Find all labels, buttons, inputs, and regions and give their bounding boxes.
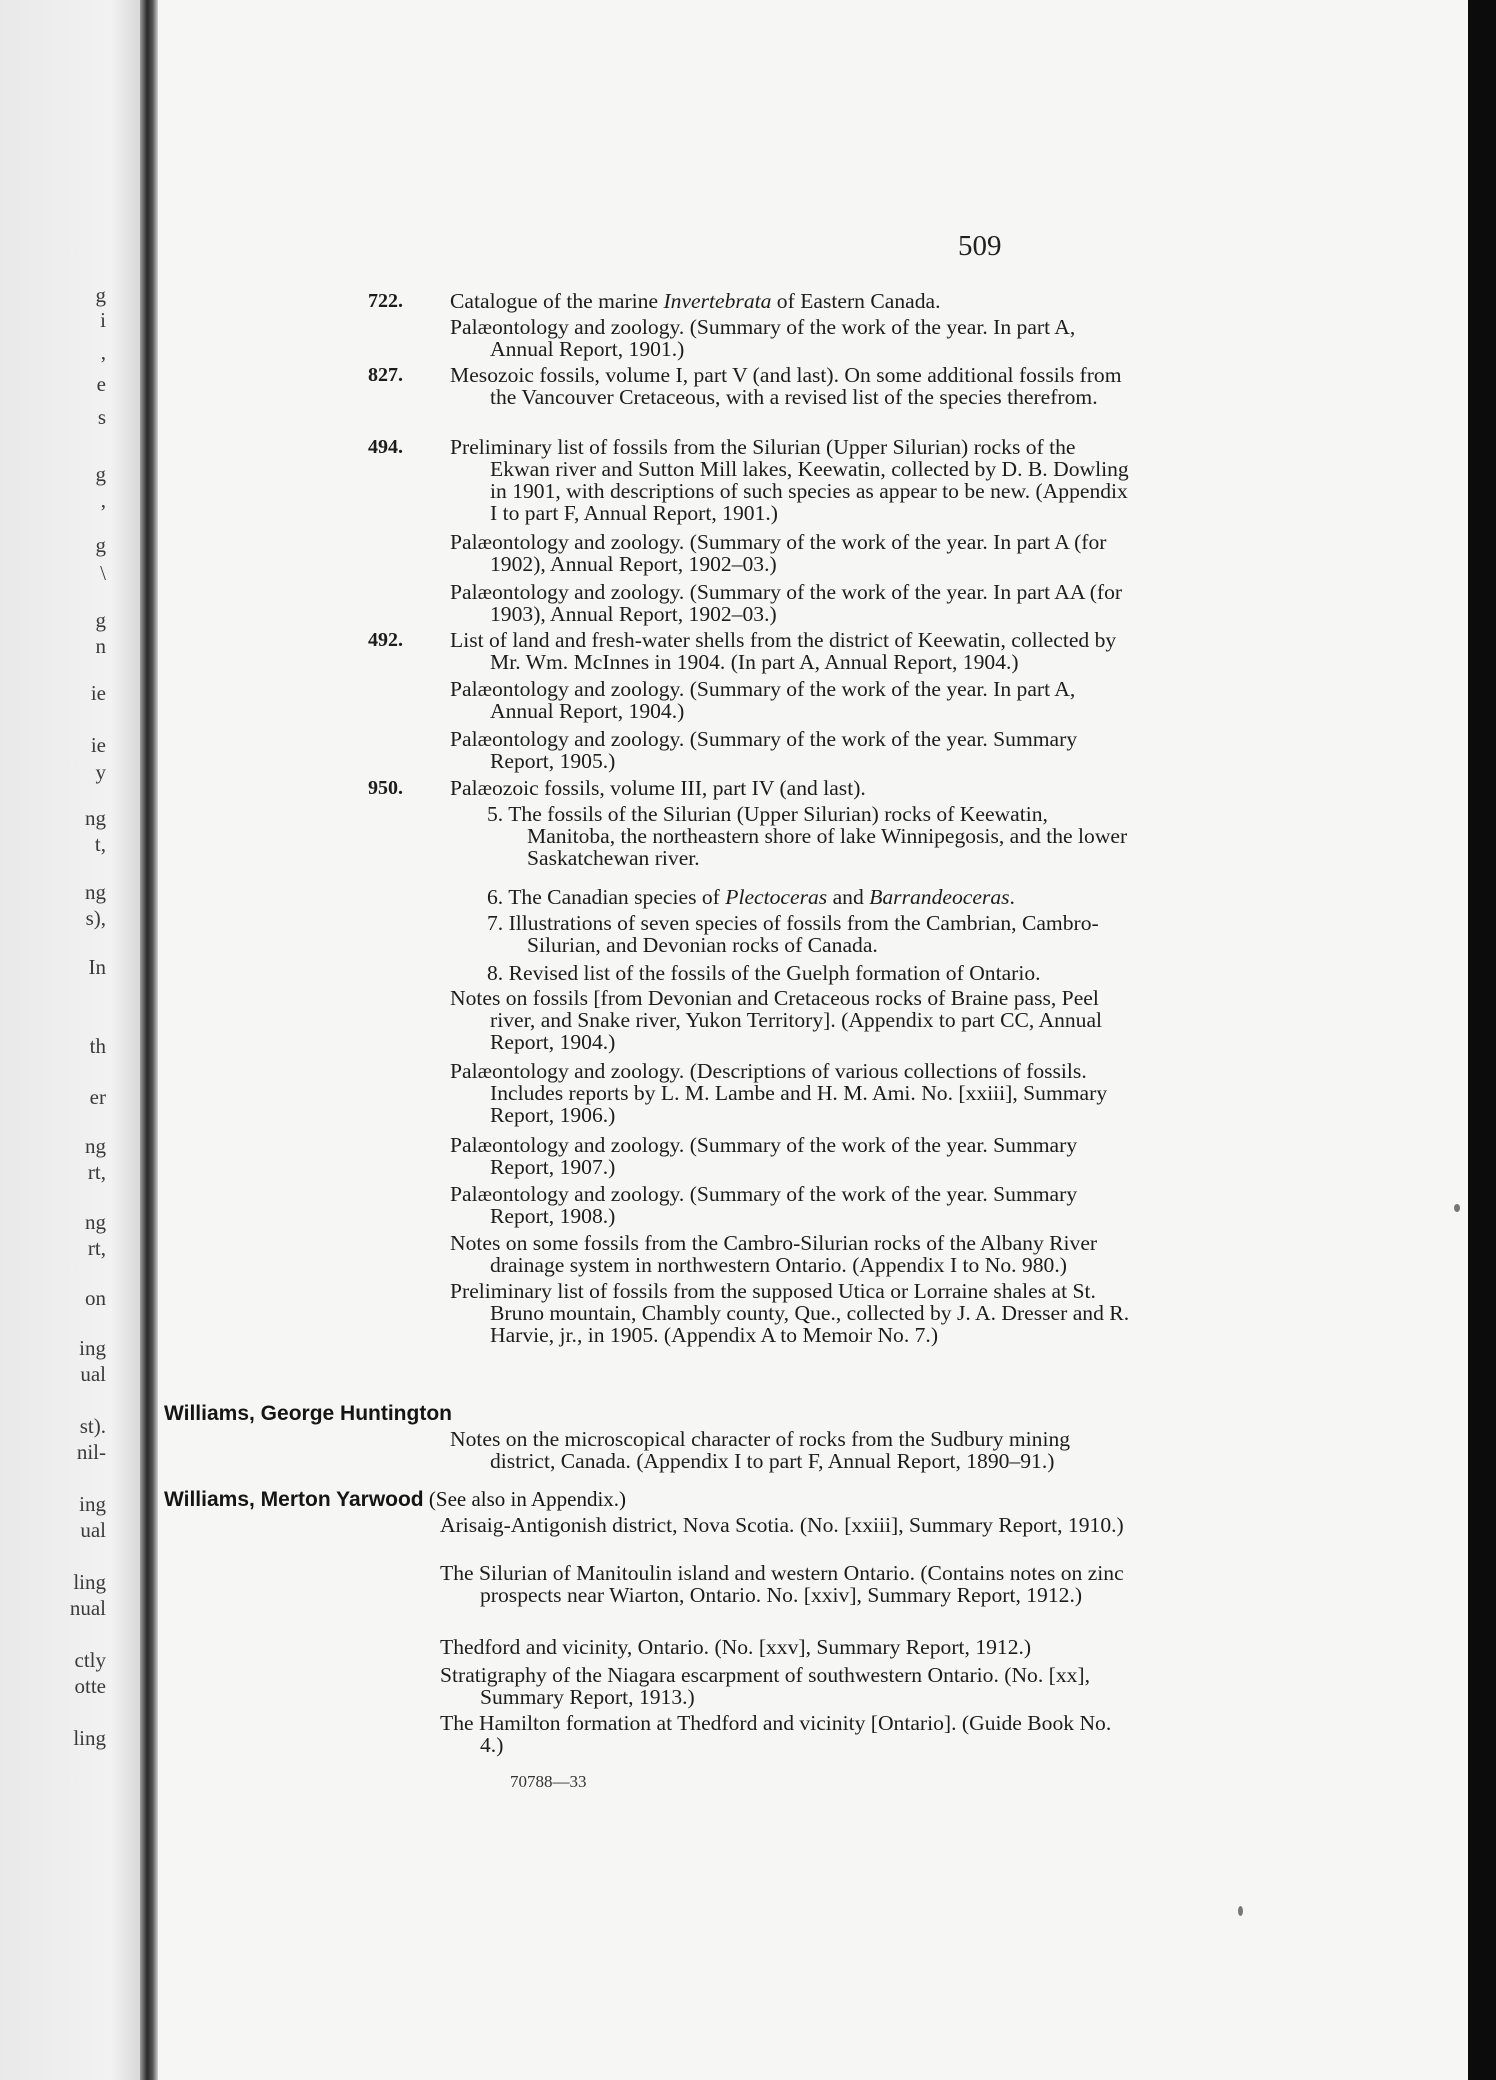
bibliography-entry <box>440 1562 1140 1606</box>
left-page-fragment: nual <box>69 1596 106 1620</box>
entry-text: Palæontology and zoology. (Descriptions of various collections of fossils. Includes reports by L. M. Lambe and H. M. Ami. No. [xxiii], Summary Report, 1906.) <box>450 1059 1108 1127</box>
left-page-fragment: ing <box>79 1336 106 1360</box>
paper-speck <box>1454 1204 1460 1212</box>
entry-text: Palæontology and zoology. (Summary of the work of the year. Summary Report, 1908.) <box>450 1182 1078 1228</box>
left-page-fragment: ual <box>80 1518 106 1542</box>
bibliography-entry <box>487 803 1140 869</box>
bibliography-entry <box>450 1183 1140 1227</box>
left-page-fragment: ie <box>90 733 106 757</box>
entry-text: List of land and fresh-water shells from the district of Keewatin, collected by Mr. Wm. McInnes in 1904. (In part A, Annual Report, 1904.) <box>450 628 1117 674</box>
bibliography-entry <box>487 886 1140 908</box>
left-page-edge <box>0 0 148 2080</box>
entry-text: Preliminary list of fossils from the supposed Utica or Lorraine shales at St. Bruno mountain, Chambly county, Que., collected by J. A. Dresser and R. Harvie, jr., in 1905. (Appendix A to Memoir No. 7.) <box>450 1279 1130 1347</box>
bibliography-entry <box>440 1514 1140 1536</box>
author-heading <box>164 1487 626 1512</box>
bibliography-entry <box>450 987 1140 1053</box>
entry-text: Thedford and vicinity, Ontario. (No. [xxv], Summary Report, 1912.) <box>440 1635 1032 1659</box>
bibliography-entry <box>450 316 1140 360</box>
left-page-fragment: i <box>100 308 106 332</box>
entry-number: 722. <box>368 290 403 312</box>
left-page-fragment: In <box>88 955 106 979</box>
footer-code: 70788—33 <box>510 1772 587 1791</box>
bibliography-entry <box>450 1428 1140 1472</box>
left-page-fragment: otte <box>74 1674 106 1698</box>
entry-text: The Hamilton formation at Thedford and vicinity [Ontario]. (Guide Book No. 4.) <box>440 1711 1112 1757</box>
page-number: 509 <box>958 230 1002 262</box>
entry-text: Notes on some fossils from the Cambro-Silurian rocks of the Albany River drainage system in northwestern Ontario. (Appendix I to No. 980.) <box>450 1231 1098 1277</box>
left-page-fragment: ng <box>85 806 106 830</box>
bibliography-entry <box>440 1636 1140 1658</box>
left-page-fragment: t, <box>94 832 106 856</box>
left-page-fragment: y <box>95 760 106 784</box>
entry-text: Palæontology and zoology. (Summary of the work of the year. Summary Report, 1905.) <box>450 727 1078 773</box>
entry-text: Palæontology and zoology. (Summary of the work of the year. In part A, Annual Report, 1901.) <box>450 315 1076 361</box>
left-page-fragment: \ <box>100 561 106 585</box>
bibliography-entry <box>450 1134 1140 1178</box>
author-note: (See also in Appendix.) <box>423 1487 627 1511</box>
left-page-fragment: on <box>85 1286 106 1310</box>
entry-text: Palæontology and zoology. (Summary of the work of the year. In part A, Annual Report, 1904.) <box>450 677 1076 723</box>
left-page-fragment: rt, <box>87 1160 106 1184</box>
bibliography-entry <box>368 628 1140 674</box>
entry-text: 8. Revised list of the fossils of the Guelph formation of Ontario. <box>487 961 1041 985</box>
left-page-fragment: g <box>95 283 106 307</box>
left-page-fragment: ie <box>90 681 106 705</box>
bibliography-entry <box>450 581 1140 625</box>
left-page-fragment: s), <box>85 906 106 930</box>
entry-text: 6. The Canadian species of Plectoceras and Barrandeoceras. <box>487 885 1015 909</box>
bibliography-entry <box>440 1712 1140 1756</box>
entry-text: Palæontology and zoology. (Summary of the work of the year. In part A (for 1902), Annual Report, 1902–03.) <box>450 530 1107 576</box>
left-page-fragment: e <box>96 372 106 396</box>
bibliography-entry <box>450 728 1140 772</box>
bibliography-entry <box>368 776 1140 800</box>
bibliography-entry <box>450 678 1140 722</box>
left-page-fragment: ling <box>73 1570 106 1594</box>
entry-text: Arisaig-Antigonish district, Nova Scotia. (No. [xxiii], Summary Report, 1910.) <box>440 1513 1124 1537</box>
entry-number: 494. <box>368 436 403 458</box>
right-page <box>158 0 1468 2080</box>
bibliography-entry <box>368 289 1130 313</box>
entry-text: Palæontology and zoology. (Summary of the work of the year. In part AA (for 1903), Annual Report, 1902–03.) <box>450 580 1123 626</box>
left-page-fragment: ling <box>73 1726 106 1750</box>
entry-text: Notes on fossils [from Devonian and Cretaceous rocks of Braine pass, Peel river, and Snake river, Yukon Territory]. (Appendix to part CC, Annual Report, 1904.) <box>450 986 1103 1054</box>
left-page-fragment: , <box>100 488 106 512</box>
entry-number: 827. <box>368 364 403 386</box>
bibliography-entry <box>450 1280 1140 1346</box>
entry-text: Stratigraphy of the Niagara escarpment of southwestern Ontario. (No. [xx], Summary Report, 1913.) <box>440 1663 1091 1709</box>
left-page-fragment: er <box>89 1085 106 1109</box>
left-page-text-fragments <box>0 0 112 2080</box>
author-heading <box>164 1402 452 1426</box>
left-page-fragment: ng <box>85 1134 106 1158</box>
left-page-fragment: ing <box>79 1492 106 1516</box>
author-name: Williams, Merton Yarwood <box>164 1488 424 1511</box>
entry-text: Mesozoic fossils, volume I, part V (and last). On some additional fossils from the Vancouver Cretaceous, with a revised list of the species therefrom. <box>450 363 1122 409</box>
entry-number: 492. <box>368 629 403 651</box>
bibliography-entry <box>440 1664 1140 1708</box>
left-page-fragment: g <box>95 533 106 557</box>
left-page-fragment: g <box>95 462 106 486</box>
left-page-fragment: st). <box>79 1414 106 1438</box>
bibliography-entry <box>450 531 1140 575</box>
left-page-fragment: nil- <box>76 1440 106 1464</box>
entry-text: Notes on the microscopical character of rocks from the Sudbury mining district, Canada. (Appendix I to part F, Annual Report, 1890–91.) <box>450 1427 1071 1473</box>
bibliography-entry <box>487 962 1140 984</box>
left-page-fragment: g <box>95 608 106 632</box>
left-page-fragment: rt, <box>87 1236 106 1260</box>
entry-text: 5. The fossils of the Silurian (Upper Silurian) rocks of Keewatin, Manitoba, the northeastern shore of lake Winnipegosis, and the lower Saskatchewan river. <box>487 802 1128 870</box>
book-gutter <box>140 0 158 2080</box>
bibliography-entry <box>487 912 1140 956</box>
left-page-fragment: ng <box>85 1210 106 1234</box>
entry-text: Palæozoic fossils, volume III, part IV (and last). <box>450 776 866 800</box>
bibliography-entry <box>368 435 1140 525</box>
bibliography-entry <box>450 1060 1140 1126</box>
left-page-fragment: th <box>89 1034 106 1058</box>
left-page-fragment: , <box>100 340 106 364</box>
entry-text: The Silurian of Manitoulin island and western Ontario. (Contains notes on zinc prospects near Wiarton, Ontario. No. [xxiv], Summary Report, 1912.) <box>440 1561 1124 1607</box>
entry-text: 7. Illustrations of seven species of fossils from the Cambrian, Cambro-Silurian, and Devonian rocks of Canada. <box>487 911 1099 957</box>
author-name: Williams, George Huntington <box>164 1402 452 1425</box>
left-page-fragment: ng <box>85 880 106 904</box>
left-page-fragment: n <box>95 634 106 658</box>
entry-text: Palæontology and zoology. (Summary of the work of the year. Summary Report, 1907.) <box>450 1133 1078 1179</box>
paper-speck <box>1238 1906 1243 1916</box>
entry-text: Catalogue of the marine Invertebrata of Eastern Canada. <box>450 289 941 313</box>
bibliography-entry <box>450 1232 1140 1276</box>
left-page-fragment: s <box>97 405 106 429</box>
left-page-fragment: ctly <box>74 1648 106 1672</box>
bibliography-entry <box>368 363 1140 409</box>
left-page-fragment: ual <box>80 1362 106 1386</box>
entry-number: 950. <box>368 777 403 799</box>
entry-text: Preliminary list of fossils from the Silurian (Upper Silurian) rocks of the Ekwan river and Sutton Mill lakes, Keewatin, collected by D. B. Dowling in 1901, with descriptions of such species as appear to be new. (Appendix I to part F, Annual Report, 1901.) <box>450 435 1129 525</box>
